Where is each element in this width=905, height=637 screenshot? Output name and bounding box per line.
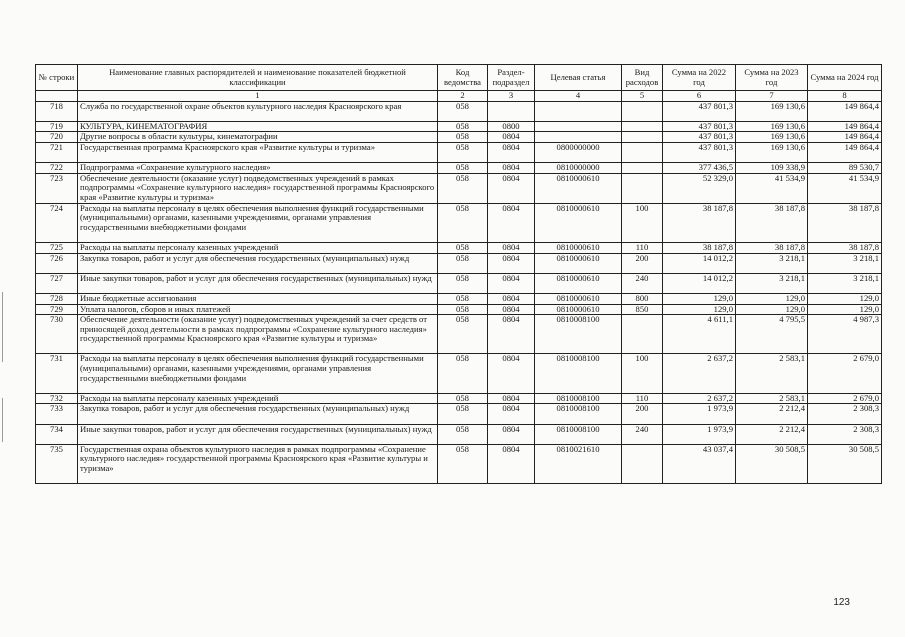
expense-type-cell	[622, 142, 663, 162]
target-article-cell: 0810000610	[535, 293, 622, 304]
sum-2023-cell: 38 187,8	[736, 242, 808, 253]
target-article-cell: 0810008100	[535, 393, 622, 404]
section-cell: 0804	[488, 273, 535, 293]
table-row	[36, 121, 882, 132]
expense-type-cell: 800	[622, 293, 663, 304]
row-number-cell: 733	[36, 404, 78, 424]
row-number-cell: 724	[36, 203, 78, 242]
sum-2023-cell: 2 583,1	[736, 393, 808, 404]
row-name-cell: Закупка товаров, работ и услуг для обеспечения государственных (муниципальных) нужд	[78, 253, 438, 273]
row-number-cell: 720	[36, 132, 78, 143]
department-code-cell: 058	[438, 121, 488, 132]
sum-2022-cell: 437 801,3	[663, 142, 736, 162]
table-row	[36, 101, 882, 121]
sum-2024-cell: 129,0	[808, 304, 882, 315]
sum-2024-cell: 2 308,3	[808, 404, 882, 424]
column-number: 8	[808, 91, 882, 102]
department-code-cell: 058	[438, 253, 488, 273]
header-department-code: Код ведомства	[438, 65, 488, 91]
department-code-cell: 058	[438, 142, 488, 162]
expense-type-cell: 110	[622, 242, 663, 253]
department-code-cell: 058	[438, 163, 488, 174]
table-row	[36, 242, 882, 253]
sum-2023-cell: 30 508,5	[736, 444, 808, 483]
department-code-cell: 058	[438, 273, 488, 293]
department-code-cell: 058	[438, 173, 488, 203]
sum-2023-cell: 3 218,1	[736, 273, 808, 293]
target-article-cell: 0810000000	[535, 163, 622, 174]
sum-2022-cell: 52 329,0	[663, 173, 736, 203]
section-cell: 0804	[488, 393, 535, 404]
section-cell: 0804	[488, 132, 535, 143]
table-row	[36, 304, 882, 315]
sum-2022-cell: 2 637,2	[663, 393, 736, 404]
table-row	[36, 173, 882, 203]
scan-edge-mark	[2, 398, 3, 442]
sum-2022-cell: 43 037,4	[663, 444, 736, 483]
sum-2023-cell: 129,0	[736, 293, 808, 304]
header-sum-2023: Сумма на 2023 год	[736, 65, 808, 91]
department-code-cell: 058	[438, 101, 488, 121]
section-cell: 0804	[488, 424, 535, 444]
section-cell	[488, 101, 535, 121]
expense-type-cell: 200	[622, 404, 663, 424]
sum-2024-cell: 149 864,4	[808, 121, 882, 132]
row-name-cell: Расходы на выплаты персоналу казенных учреждений	[78, 393, 438, 404]
row-name-cell: Расходы на выплаты персоналу в целях обеспечения выполнения функций государственными (муниципальными) органами, казенными учреждениями, органами управления государственными внебюджетными фондами	[78, 354, 438, 393]
header-section: Раздел-подраздел	[488, 65, 535, 91]
column-number: 5	[622, 91, 663, 102]
table-body	[36, 101, 882, 484]
sum-2024-cell: 149 864,4	[808, 101, 882, 121]
row-name-cell: Уплата налогов, сборов и иных платежей	[78, 304, 438, 315]
sum-2024-cell: 89 530,7	[808, 163, 882, 174]
table-row	[36, 163, 882, 174]
target-article-cell: 0800000000	[535, 142, 622, 162]
sum-2022-cell: 14 012,2	[663, 273, 736, 293]
column-number: 6	[663, 91, 736, 102]
row-name-cell: Иные бюджетные ассигнования	[78, 293, 438, 304]
expense-type-cell	[622, 173, 663, 203]
expense-type-cell: 200	[622, 253, 663, 273]
sum-2024-cell: 38 187,8	[808, 203, 882, 242]
sum-2023-cell: 169 130,6	[736, 121, 808, 132]
table-row	[36, 142, 882, 162]
header-sum-2024: Сумма на 2024 год	[808, 65, 882, 91]
row-name-cell: Иные закупки товаров, работ и услуг для обеспечения государственных (муниципальных) нужд	[78, 273, 438, 293]
row-name-cell: Обеспечение деятельности (оказание услуг) подведомственных учреждений за счет средств от приносящей доход деятельности в рамках подпрограммы «Сохранение культурного наследия» государственной программы Красноярского края «Развитие культуры и туризма»	[78, 315, 438, 354]
sum-2023-cell: 169 130,6	[736, 132, 808, 143]
sum-2023-cell: 41 534,9	[736, 173, 808, 203]
column-number: 7	[736, 91, 808, 102]
target-article-cell: 0810008100	[535, 315, 622, 354]
expense-type-cell	[622, 121, 663, 132]
target-article-cell: 0810000610	[535, 203, 622, 242]
header-row-number: № строки	[36, 65, 78, 91]
sum-2023-cell: 3 218,1	[736, 253, 808, 273]
column-number: 4	[535, 91, 622, 102]
row-name-cell: Расходы на выплаты персоналу казенных учреждений	[78, 242, 438, 253]
expense-type-cell	[622, 444, 663, 483]
sum-2024-cell: 3 218,1	[808, 273, 882, 293]
expense-type-cell	[622, 315, 663, 354]
target-article-cell: 0810000610	[535, 273, 622, 293]
sum-2022-cell: 437 801,3	[663, 121, 736, 132]
row-number-cell: 735	[36, 444, 78, 483]
expense-type-cell	[622, 101, 663, 121]
department-code-cell: 058	[438, 293, 488, 304]
target-article-cell: 0810000610	[535, 253, 622, 273]
target-article-cell	[535, 121, 622, 132]
sum-2022-cell: 129,0	[663, 293, 736, 304]
sum-2022-cell: 437 801,3	[663, 132, 736, 143]
budget-table	[35, 64, 882, 484]
table-row	[36, 404, 882, 424]
row-name-cell: Обеспечение деятельности (оказание услуг) подведомственных учреждений в рамках подпрограммы «Сохранение культурного наследия» государственной программы Красноярского края «Развитие культуры и туризма»	[78, 173, 438, 203]
section-cell: 0804	[488, 304, 535, 315]
table-row	[36, 393, 882, 404]
department-code-cell: 058	[438, 444, 488, 483]
row-name-cell: Государственная охрана объектов культурного наследия в рамках подпрограммы «Сохранение культурного наследия» государственной программы Красноярского края «Развитие культуры и туризма»	[78, 444, 438, 483]
section-cell: 0804	[488, 163, 535, 174]
header-name: Наименование главных распорядителей и наименование показателей бюджетной классификации	[78, 65, 438, 91]
target-article-cell: 0810021610	[535, 444, 622, 483]
row-number-cell: 721	[36, 142, 78, 162]
column-number: 1	[78, 91, 438, 102]
expense-type-cell: 100	[622, 203, 663, 242]
target-article-cell: 0810008100	[535, 424, 622, 444]
column-number	[36, 91, 78, 102]
section-cell: 0804	[488, 354, 535, 393]
expense-type-cell: 850	[622, 304, 663, 315]
table-row	[36, 203, 882, 242]
table-header-row	[36, 65, 882, 91]
target-article-cell: 0810000610	[535, 173, 622, 203]
table-row	[36, 315, 882, 354]
expense-type-cell: 110	[622, 393, 663, 404]
sum-2024-cell: 2 679,0	[808, 354, 882, 393]
sum-2023-cell: 38 187,8	[736, 203, 808, 242]
row-name-cell: Государственная программа Красноярского края «Развитие культуры и туризма»	[78, 142, 438, 162]
target-article-cell: 0810000610	[535, 304, 622, 315]
sum-2023-cell: 169 130,6	[736, 101, 808, 121]
scan-edge-mark	[2, 292, 3, 362]
sum-2024-cell: 2 308,3	[808, 424, 882, 444]
sum-2022-cell: 437 801,3	[663, 101, 736, 121]
section-cell: 0804	[488, 203, 535, 242]
section-cell: 0804	[488, 253, 535, 273]
row-name-cell: Подпрограмма «Сохранение культурного наследия»	[78, 163, 438, 174]
table-row	[36, 273, 882, 293]
sum-2023-cell: 109 338,9	[736, 163, 808, 174]
row-number-cell: 718	[36, 101, 78, 121]
department-code-cell: 058	[438, 304, 488, 315]
row-number-cell: 732	[36, 393, 78, 404]
sum-2022-cell: 129,0	[663, 304, 736, 315]
header-expense-type: Вид расходов	[622, 65, 663, 91]
sum-2022-cell: 14 012,2	[663, 253, 736, 273]
column-number: 3	[488, 91, 535, 102]
section-cell: 0804	[488, 173, 535, 203]
target-article-cell: 0810008100	[535, 354, 622, 393]
sum-2022-cell: 2 637,2	[663, 354, 736, 393]
sum-2023-cell: 129,0	[736, 304, 808, 315]
section-cell: 0804	[488, 404, 535, 424]
sum-2024-cell: 149 864,4	[808, 132, 882, 143]
sum-2024-cell: 3 218,1	[808, 253, 882, 273]
table-row	[36, 253, 882, 273]
column-number: 2	[438, 91, 488, 102]
row-number-cell: 722	[36, 163, 78, 174]
sum-2024-cell: 129,0	[808, 293, 882, 304]
table-row	[36, 132, 882, 143]
row-name-cell: Служба по государственной охране объектов культурного наследия Красноярского края	[78, 101, 438, 121]
row-number-cell: 728	[36, 293, 78, 304]
sum-2024-cell: 38 187,8	[808, 242, 882, 253]
sum-2023-cell: 2 212,4	[736, 424, 808, 444]
row-number-cell: 734	[36, 424, 78, 444]
sum-2024-cell: 2 679,0	[808, 393, 882, 404]
department-code-cell: 058	[438, 354, 488, 393]
sum-2022-cell: 1 973,9	[663, 424, 736, 444]
table-row	[36, 424, 882, 444]
row-number-cell: 731	[36, 354, 78, 393]
sum-2023-cell: 2 212,4	[736, 404, 808, 424]
row-number-cell: 729	[36, 304, 78, 315]
section-cell: 0804	[488, 142, 535, 162]
target-article-cell: 0810008100	[535, 404, 622, 424]
department-code-cell: 058	[438, 404, 488, 424]
page-number: 123	[833, 597, 850, 608]
expense-type-cell: 240	[622, 273, 663, 293]
target-article-cell	[535, 132, 622, 143]
sum-2024-cell: 41 534,9	[808, 173, 882, 203]
table-row	[36, 354, 882, 393]
row-name-cell: КУЛЬТУРА, КИНЕМАТОГРАФИЯ	[78, 121, 438, 132]
department-code-cell: 058	[438, 424, 488, 444]
expense-type-cell: 240	[622, 424, 663, 444]
sum-2022-cell: 1 973,9	[663, 404, 736, 424]
department-code-cell: 058	[438, 242, 488, 253]
department-code-cell: 058	[438, 203, 488, 242]
expense-type-cell: 100	[622, 354, 663, 393]
department-code-cell: 058	[438, 393, 488, 404]
row-name-cell: Расходы на выплаты персоналу в целях обеспечения выполнения функций государственными (муниципальными) органами, казенными учреждениями, органами управления государственными внебюджетными фондами	[78, 203, 438, 242]
section-cell: 0800	[488, 121, 535, 132]
sum-2023-cell: 169 130,6	[736, 142, 808, 162]
section-cell: 0804	[488, 293, 535, 304]
row-name-cell: Другие вопросы в области культуры, кинематографии	[78, 132, 438, 143]
row-number-cell: 725	[36, 242, 78, 253]
sum-2023-cell: 4 795,5	[736, 315, 808, 354]
sum-2022-cell: 4 611,1	[663, 315, 736, 354]
row-number-cell: 730	[36, 315, 78, 354]
section-cell: 0804	[488, 242, 535, 253]
row-number-cell: 727	[36, 273, 78, 293]
sum-2024-cell: 149 864,4	[808, 142, 882, 162]
sum-2022-cell: 38 187,8	[663, 242, 736, 253]
sum-2024-cell: 30 508,5	[808, 444, 882, 483]
sum-2023-cell: 2 583,1	[736, 354, 808, 393]
sum-2024-cell: 4 987,3	[808, 315, 882, 354]
target-article-cell	[535, 101, 622, 121]
header-sum-2022: Сумма на 2022 год	[663, 65, 736, 91]
section-cell: 0804	[488, 315, 535, 354]
sum-2022-cell: 38 187,8	[663, 203, 736, 242]
sum-2022-cell: 377 436,5	[663, 163, 736, 174]
target-article-cell: 0810000610	[535, 242, 622, 253]
row-number-cell: 726	[36, 253, 78, 273]
expense-type-cell	[622, 163, 663, 174]
expense-type-cell	[622, 132, 663, 143]
table-row	[36, 444, 882, 483]
header-target-article: Целевая статья	[535, 65, 622, 91]
row-number-cell: 719	[36, 121, 78, 132]
row-name-cell: Иные закупки товаров, работ и услуг для обеспечения государственных (муниципальных) нужд	[78, 424, 438, 444]
row-number-cell: 723	[36, 173, 78, 203]
department-code-cell: 058	[438, 132, 488, 143]
table-row	[36, 293, 882, 304]
row-name-cell: Закупка товаров, работ и услуг для обеспечения государственных (муниципальных) нужд	[78, 404, 438, 424]
department-code-cell: 058	[438, 315, 488, 354]
section-cell: 0804	[488, 444, 535, 483]
column-number-row	[36, 91, 882, 102]
